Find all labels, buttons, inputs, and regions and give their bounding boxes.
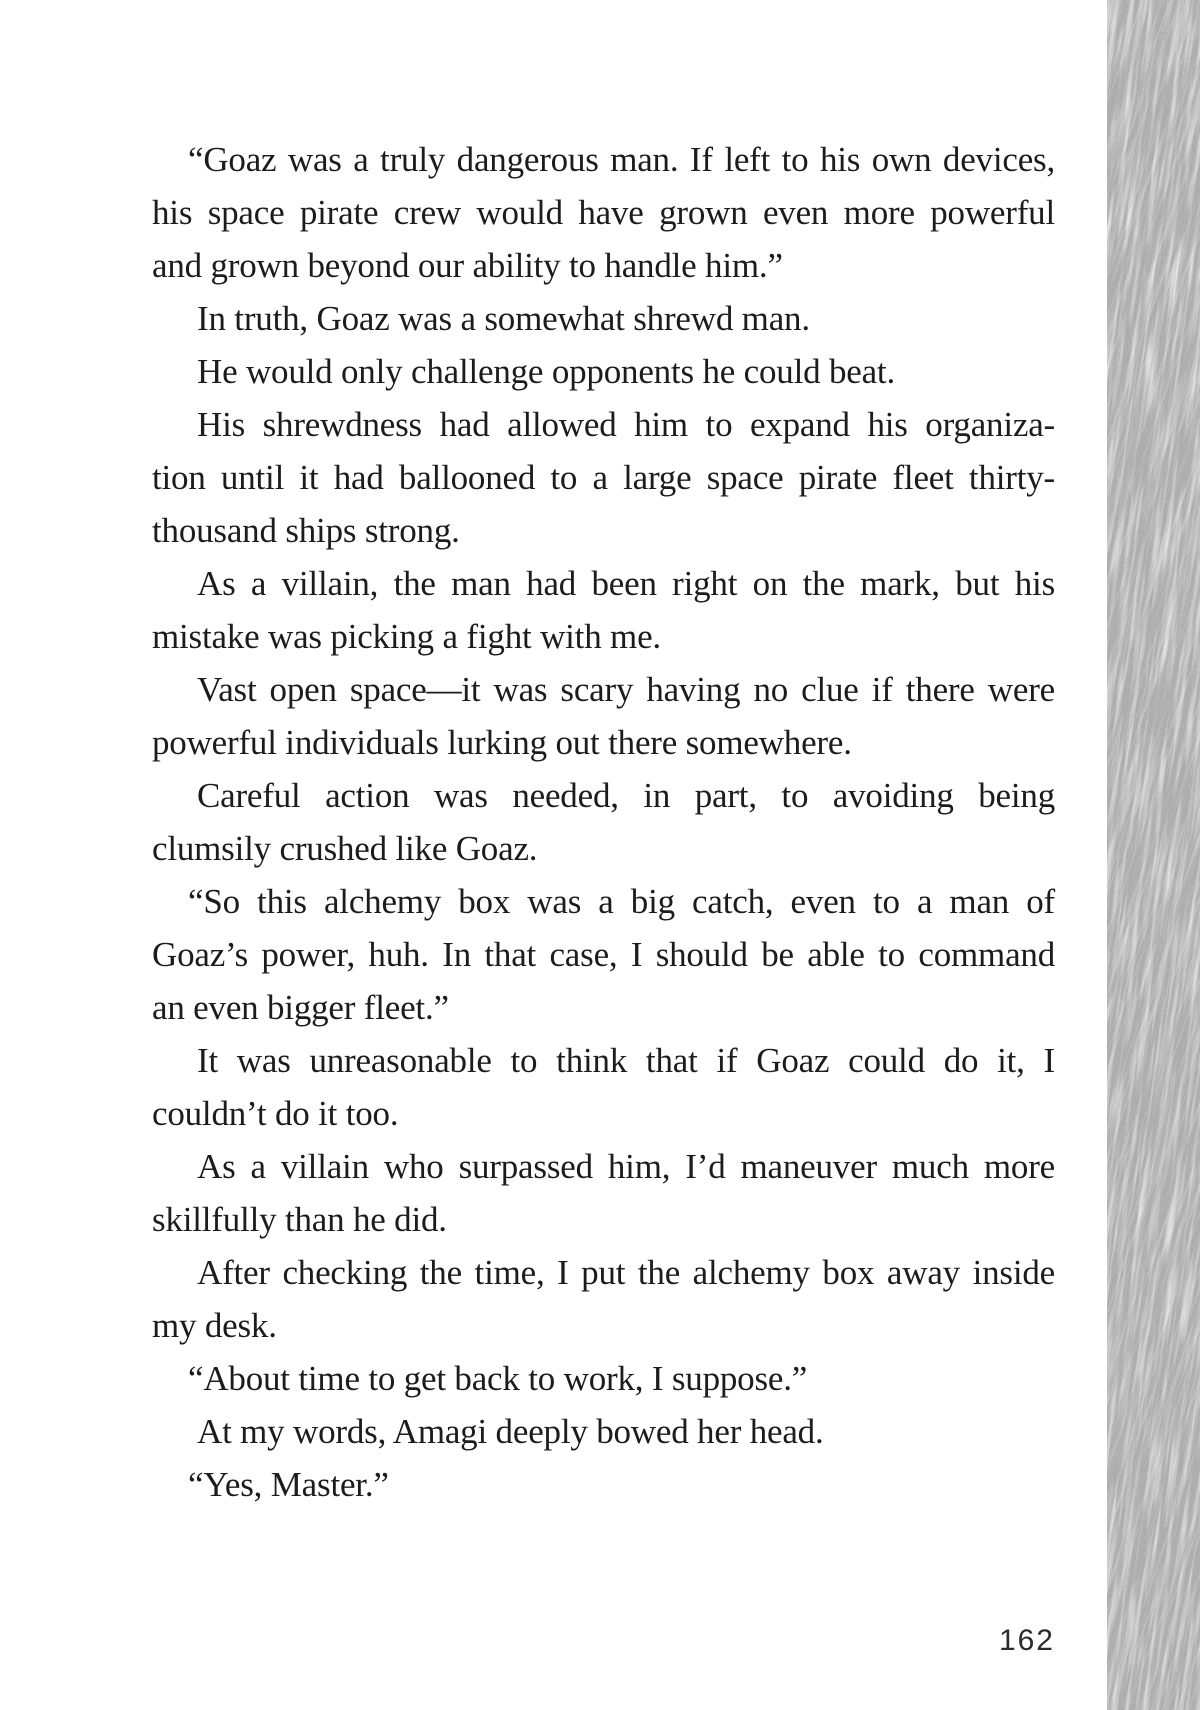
- text-line: and grown beyond our ability to handle him.”: [152, 246, 783, 285]
- edge-texture-graphic: [1107, 0, 1200, 1710]
- text-line: my desk.: [152, 1306, 277, 1345]
- text-line: In truth, Goaz was a somewhat shrewd man.: [197, 299, 810, 338]
- paragraph: [152, 1352, 1055, 1405]
- paragraph: [152, 875, 1055, 1034]
- text-line: thousand ships strong.: [152, 511, 460, 550]
- paragraph: [152, 557, 1055, 663]
- text-line: couldn’t do it too.: [152, 1094, 399, 1133]
- page-edge-texture: [1107, 0, 1200, 1710]
- paragraph: [152, 398, 1055, 557]
- paragraph: [152, 1458, 1055, 1511]
- text-line: Careful action was needed, in part, to avoiding being: [197, 776, 1055, 815]
- paragraph: [152, 133, 1055, 292]
- text-line: As a villain, the man had been right on the mark, but his: [197, 564, 1055, 603]
- paragraph: [152, 1405, 1055, 1458]
- text-line: He would only challenge opponents he could beat.: [197, 352, 895, 391]
- text-line: “So this alchemy box was a big catch, even to a man of: [188, 882, 1055, 921]
- paragraph: [152, 663, 1055, 769]
- page-text-block: [152, 133, 1055, 1511]
- text-line: powerful individuals lurking out there somewhere.: [152, 723, 852, 762]
- text-line: Goaz’s power, huh. In that case, I should be able to command: [152, 935, 1055, 974]
- text-line: As a villain who surpassed him, I’d maneuver much more: [197, 1147, 1055, 1186]
- page-number: 162: [998, 1624, 1055, 1657]
- text-line: “Goaz was a truly dangerous man. If left to his own devices,: [188, 140, 1055, 179]
- text-line: Vast open space—it was scary having no clue if there were: [197, 670, 1055, 709]
- text-line: “About time to get back to work, I suppose.”: [188, 1359, 808, 1398]
- text-line: clumsily crushed like Goaz.: [152, 829, 538, 868]
- text-line: skillfully than he did.: [152, 1200, 447, 1239]
- paragraph: [152, 345, 1055, 398]
- paragraph: [152, 1034, 1055, 1140]
- paragraph: [152, 292, 1055, 345]
- text-line: After checking the time, I put the alchemy box away inside: [197, 1253, 1055, 1292]
- paragraph: [152, 1140, 1055, 1246]
- text-line: “Yes, Master.”: [188, 1465, 389, 1504]
- text-line: At my words, Amagi deeply bowed her head.: [197, 1412, 824, 1451]
- text-line: His shrewdness had allowed him to expand his organiza-: [197, 405, 1055, 444]
- text-line: his space pirate crew would have grown even more powerful: [152, 193, 1055, 232]
- text-line: tion until it had ballooned to a large space pirate fleet thirty-: [152, 458, 1055, 497]
- paragraph: [152, 1246, 1055, 1352]
- text-line: mistake was picking a fight with me.: [152, 617, 661, 656]
- paragraph: [152, 769, 1055, 875]
- text-line: It was unreasonable to think that if Goaz could do it, I: [197, 1041, 1055, 1080]
- text-line: an even bigger fleet.”: [152, 988, 449, 1027]
